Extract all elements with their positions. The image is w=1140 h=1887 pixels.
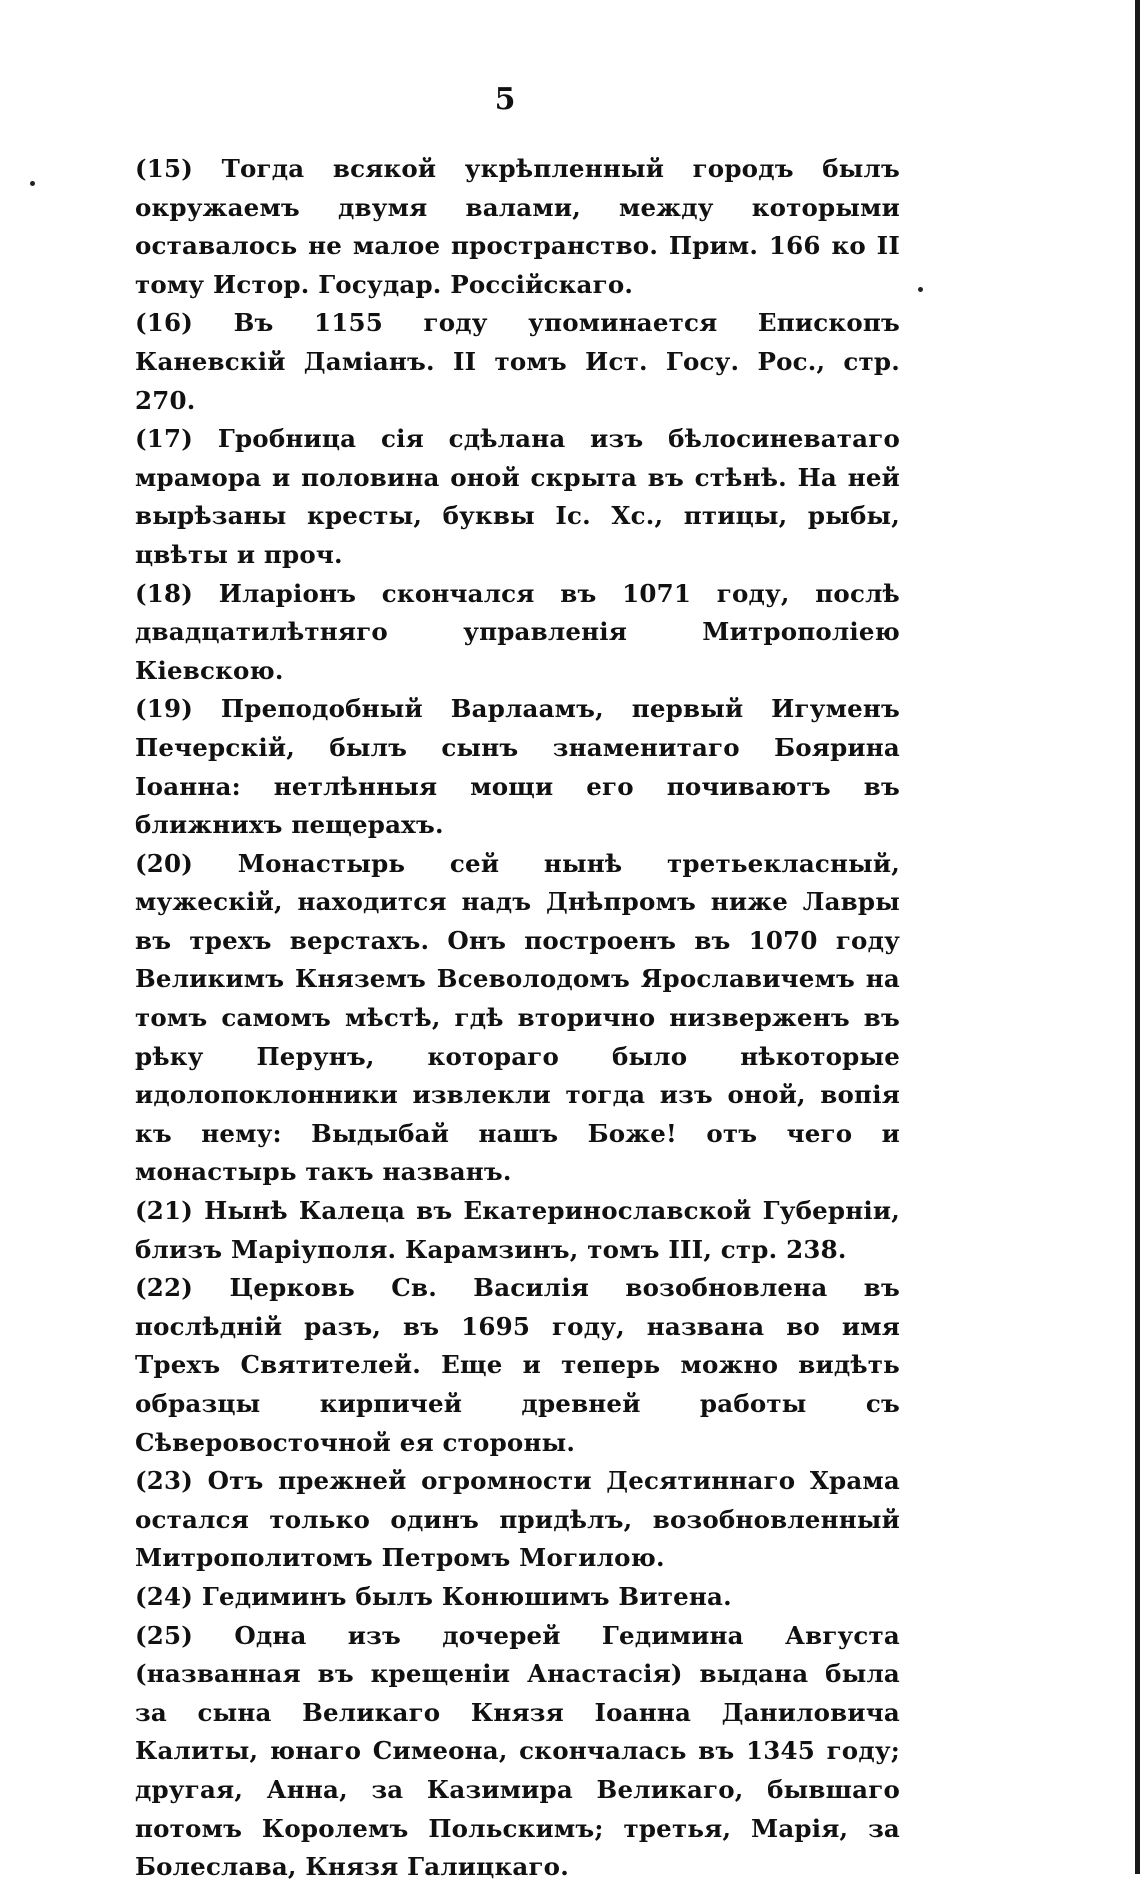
- footnote-18: [135, 575, 900, 691]
- footnote-text: Въ 1155 году упоминается Епископъ Каневскій Даміанъ.: [135, 308, 900, 376]
- footnote-text: Преподобный Варлаамъ, первый Игуменъ Печерскій, былъ сынъ знаменитаго Боярина Іоанна: нетлѣнныя мощи его почиваютъ въ ближнихъ пещерахъ.: [135, 694, 900, 840]
- footnote-number: (19): [135, 694, 194, 724]
- footnote-text: Гробница сія сдѣлана изъ бѣлосиневатаго мрамора и половина оной скрыта въ стѣнѣ. На ней вырѣзаны кресты, буквы Іс. Хс., птицы, рыбы, цвѣты и проч.: [135, 424, 900, 569]
- footnote-17: [135, 420, 900, 574]
- footnote-19: [135, 690, 900, 844]
- footnote-24: [135, 1578, 900, 1617]
- footnote-text: Тогда всякой укрѣпленный городъ былъ окружаемъ двумя валами, между которыми оставалось не малое пространство.: [135, 154, 900, 261]
- footnote-text: Гедиминъ былъ Конюшимъ Витена.: [201, 1581, 732, 1611]
- footnote-reference: Карамзинъ, томъ III, стр. 238.: [404, 1234, 847, 1264]
- footnote-text: Нынѣ Калеца въ Екатеринославской Губерніи, близъ Маріуполя.: [135, 1196, 900, 1264]
- footnote-21: [135, 1192, 900, 1269]
- footnote-number: (25): [135, 1620, 194, 1650]
- footnote-text: Отъ прежней огромности Десятиннаго Храма остался только одинъ придѣлъ, возобновленный Митрополитомъ Петромъ Могилою.: [135, 1466, 900, 1573]
- footnote-number: (18): [135, 578, 194, 608]
- footnote-20: [135, 845, 900, 1192]
- page-edge-shadow: [1135, 0, 1140, 1874]
- footnote-reference: II томъ Ист. Госу. Рос., стр. 270.: [135, 346, 900, 415]
- page-number: 5: [494, 82, 516, 117]
- footnote-text: Одна изъ дочерей Гедимина Августа (названная въ крещеніи Анастасія) выдана была за сына Великаго Князя Іоанна Даниловича Калиты, юнаго Симеона, скончалась въ 1345 году; другая, Анна, за Казимира Великаго, бывшаго потомъ Королемъ Польскимъ; третья, Марія, за Болеслава, Князя Галицкаго.: [135, 1620, 901, 1882]
- print-speck: [30, 181, 35, 186]
- footnote-number: (15): [135, 154, 194, 183]
- footnote-number: (21): [135, 1196, 194, 1226]
- footnote-number: (20): [135, 848, 194, 878]
- footnote-text: Монастырь сей нынѣ третьекласный, мужескій, находится надъ Днѣпромъ ниже Лавры въ трехъ верстахъ. Онъ построенъ въ 1070 году Великимъ Княземъ Всеволодомъ Ярославичемъ на томъ самомъ мѣстѣ, гдѣ вторично низверженъ въ рѣку Перунъ, котораго было нѣкоторые идолопоклонники извлекли тогда изъ оной, вопія къ нему:: [135, 848, 901, 1148]
- footnote-23: [135, 1462, 900, 1578]
- footnote-number: (22): [135, 1273, 194, 1303]
- footnote-italic-quote: Выдыбай нашъ Боже!: [311, 1118, 677, 1148]
- print-speck: [918, 287, 923, 292]
- footnote-15: [135, 150, 900, 304]
- footnotes-list: [135, 150, 900, 1887]
- footnote-number: (16): [135, 308, 194, 338]
- footnote-number: (24): [135, 1581, 194, 1611]
- footnote-reference: Прим. 166 ко II тому Истор. Государ. Россійскаго.: [135, 231, 900, 299]
- footnote-22: [135, 1269, 900, 1462]
- footnote-text-continued: отъ чего и монастырь такъ названъ.: [135, 1118, 901, 1187]
- footnote-text: Церковь Св. Василія возобновлена въ послѣдній разъ, въ 1695 году, названа во имя Трехъ Святителей. Еще и теперь можно видѣть образцы кирпичей древней работы съ Сѣверовосточной ея стороны.: [135, 1273, 900, 1457]
- footnote-25: [135, 1617, 900, 1887]
- footnote-number: (17): [135, 424, 194, 454]
- footnote-16: [135, 304, 900, 420]
- footnote-number: (23): [135, 1466, 194, 1496]
- footnote-text: Иларіонъ скончался въ 1071 году, послѣ двадцатилѣтняго управленія Митрополіею Кіевскою.: [135, 578, 900, 685]
